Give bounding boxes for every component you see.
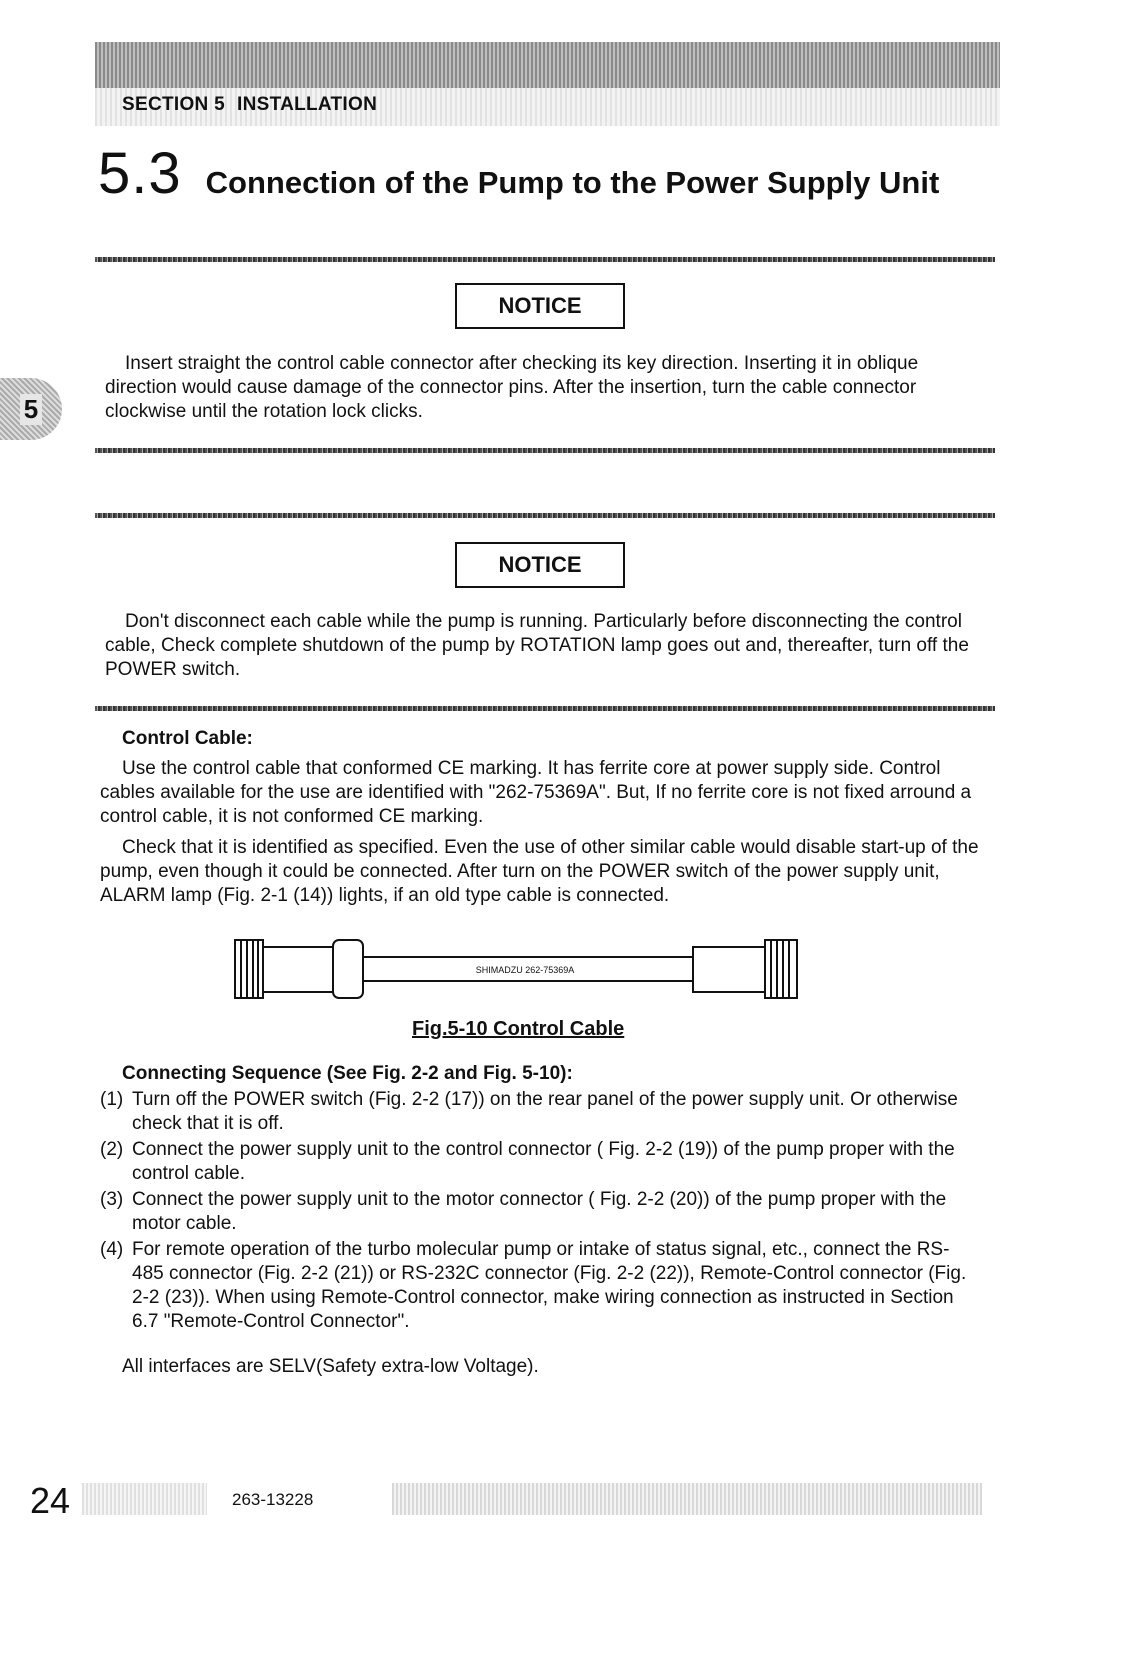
right-housing	[693, 947, 765, 992]
side-tab-label: 5	[20, 394, 42, 425]
section-name: INSTALLATION	[237, 94, 378, 115]
sequence-step	[100, 1188, 980, 1236]
notice1-text: Insert straight the control cable connector after checking its key direction. Inserting it in oblique direction would cause damage of the connector pins. After the insertion, turn the cable connector clockwise until the rotation lock clicks.	[105, 353, 919, 422]
notice2-label: NOTICE	[498, 552, 582, 577]
section-label	[122, 94, 389, 116]
sequence-heading: Connecting Sequence (See Fig. 2-2 and Fig. 5-10):	[122, 1063, 573, 1084]
right-plug-body	[765, 940, 797, 998]
title-text: Connection of the Pump to the Power Supply Unit	[205, 165, 940, 200]
control-cable-para2: Check that it is identified as specified. Even the use of other similar cable would disable start-up of the pump, even though it could be connected. After turn on the POWER switch of the power supply unit, ALARM lamp (Fig. 2-1 (14)) lights, if an old type cable is connected.	[100, 837, 979, 906]
notice2-top-rule	[95, 513, 995, 518]
control-cable-para1: Use the control cable that conformed CE marking. It has ferrite core at power supply side. Control cables available for the use are identified with "262-75369A". But, If no ferrite core is not fixed arround a control cable, it is not conformed CE marking.	[100, 758, 972, 827]
footer-band-left	[82, 1483, 207, 1515]
step-text: Turn off the POWER switch (Fig. 2-2 (17)) on the rear panel of the power supply unit. Or otherwise check that it is off.	[132, 1089, 958, 1134]
title-number: 5.3	[98, 141, 182, 206]
selv-note: All interfaces are SELV(Safety extra-low Voltage).	[122, 1356, 539, 1377]
figure-caption: Fig.5-10 Control Cable	[412, 1018, 625, 1040]
header-band	[95, 42, 1000, 90]
page-number: 24	[30, 1480, 71, 1521]
notice1-top-rule	[95, 257, 995, 262]
left-housing	[263, 947, 333, 992]
step-text: Connect the power supply unit to the motor connector ( Fig. 2-2 (20)) of the pump proper with the motor cable.	[132, 1189, 947, 1234]
control-cable-heading: Control Cable:	[122, 728, 253, 749]
step-number: (1)	[100, 1089, 124, 1110]
step-text: For remote operation of the turbo molecular pump or intake of status signal, etc., connect the RS-485 connector (Fig. 2-2 (21)) or RS-232C connector (Fig. 2-2 (22)), Remote-Control connector (Fig. 2-2 (23)). When using Remote-Control connector, make wiring connection as instructed in Section 6.7 "Remote-Control Connector".	[132, 1239, 967, 1332]
left-ferrite-core	[333, 940, 363, 998]
notice2-text: Don't disconnect each cable while the pump is running. Particularly before disconnecting the control cable, Check complete shutdown of the pump by ROTATION lamp goes out and, thereafter, turn off the POWER switch.	[105, 611, 969, 680]
notice2-label-box	[455, 542, 625, 588]
step-number: (3)	[100, 1189, 124, 1210]
sequence-step	[100, 1138, 980, 1186]
sequence-step	[100, 1088, 980, 1136]
footer-band-right	[392, 1483, 982, 1515]
cable-label: SHIMADZU 262-75369A	[475, 965, 575, 975]
document-code: 263-13228	[232, 1490, 314, 1509]
section-side-tab	[0, 378, 62, 440]
sequence-list	[100, 1088, 980, 1336]
step-number: (4)	[100, 1239, 124, 1260]
section-number: SECTION 5	[122, 94, 225, 115]
step-text: Connect the power supply unit to the control connector ( Fig. 2-2 (19)) of the pump proper with the control cable.	[132, 1139, 955, 1184]
notice1-label: NOTICE	[498, 293, 582, 318]
notice2-bottom-rule	[95, 706, 995, 711]
notice1-bottom-rule	[95, 448, 995, 453]
control-cable-figure	[225, 935, 825, 1005]
notice1-label-box	[455, 283, 625, 329]
step-number: (2)	[100, 1139, 124, 1160]
sequence-step	[100, 1238, 980, 1334]
page-title	[98, 140, 939, 207]
